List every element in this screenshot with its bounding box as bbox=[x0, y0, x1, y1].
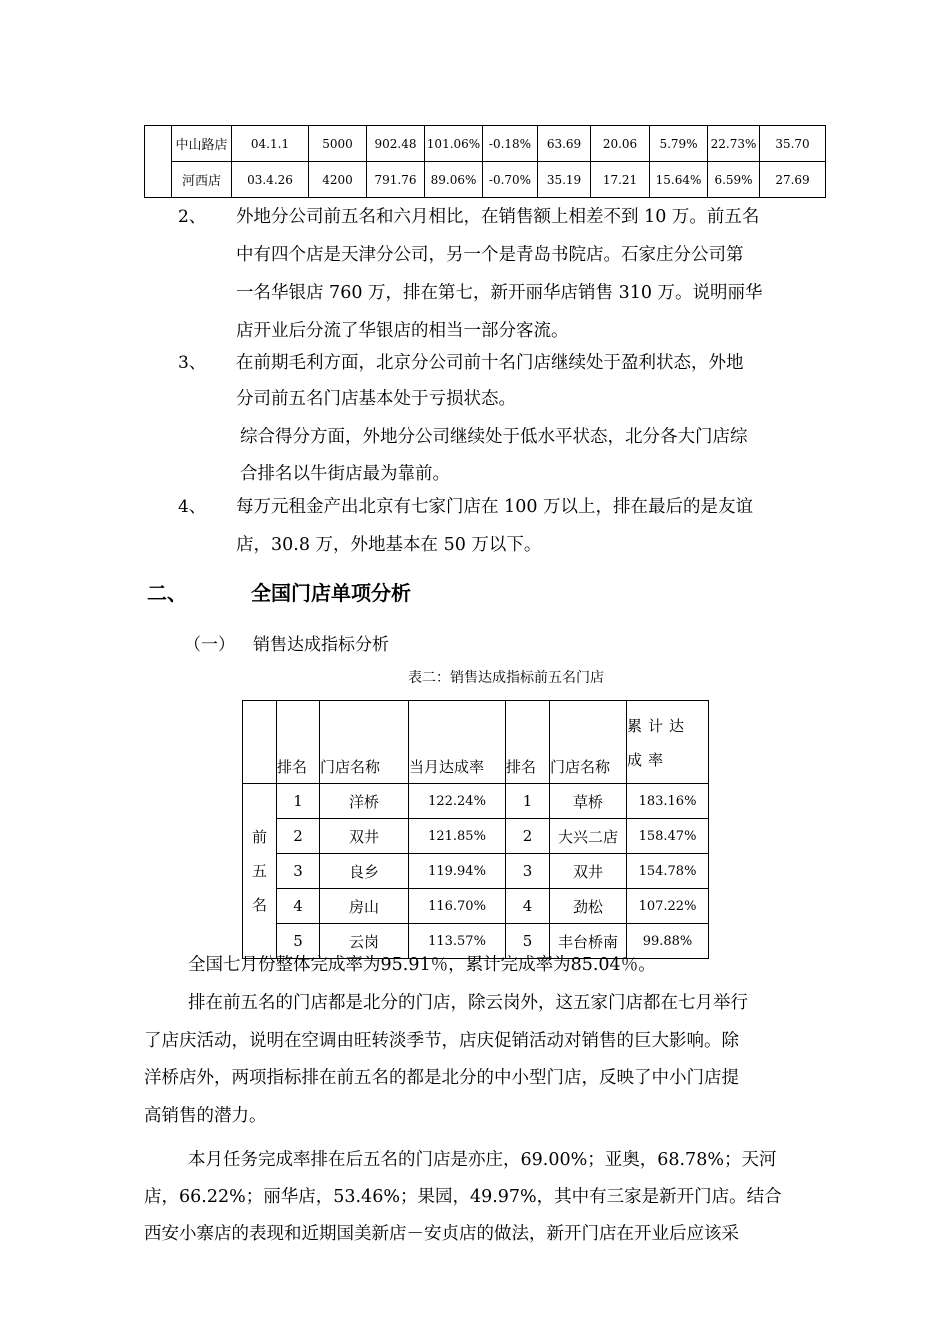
store-name-cell: 河西店 bbox=[172, 162, 232, 198]
list-item-line: 外地分公司前五名和六月相比，在销售额上相差不到 10 万。前五名 bbox=[236, 207, 760, 227]
list-item-line: 分司前五名门店基本处于亏损状态。 bbox=[236, 389, 516, 409]
table-cell: 云岗 bbox=[320, 924, 409, 959]
section-heading bbox=[147, 577, 411, 606]
table-cell: 791.76 bbox=[367, 162, 425, 198]
section-number: 二、 bbox=[147, 581, 187, 605]
header-cell: 排名 bbox=[506, 701, 550, 784]
store-metrics-table bbox=[144, 125, 826, 198]
list-number: 2、 bbox=[178, 207, 206, 227]
table-cell: 4 bbox=[277, 889, 320, 924]
table-cell: 良乡 bbox=[320, 854, 409, 889]
table-cell: 35.19 bbox=[538, 162, 591, 198]
paragraph-line: 排在前五名的门店都是北分的门店，除云岗外，这五家门店都在七月举行 bbox=[188, 993, 748, 1013]
side-label-char: 前 bbox=[251, 828, 267, 846]
subsection-title: 销售达成指标分析 bbox=[253, 635, 389, 655]
table-cell: 15.64% bbox=[650, 162, 708, 198]
table-cell: 03.4.26 bbox=[232, 162, 309, 198]
subsection-number: （一） bbox=[184, 635, 235, 655]
table-cell: 183.16% bbox=[627, 784, 709, 819]
table-cell: 丰台桥南 bbox=[550, 924, 627, 959]
table-cell: 洋桥 bbox=[320, 784, 409, 819]
table-cell: 902.48 bbox=[367, 126, 425, 162]
table-cell: 122.24% bbox=[409, 784, 506, 819]
merged-side-cell bbox=[145, 126, 172, 198]
table-cell: -0.70% bbox=[483, 162, 538, 198]
table-header-row bbox=[243, 701, 709, 784]
table-cell: -0.18% bbox=[483, 126, 538, 162]
table-cell: 107.22% bbox=[627, 889, 709, 924]
list-item-line: 合排名以牛街店最为靠前。 bbox=[240, 464, 450, 484]
side-label-char: 名 bbox=[251, 896, 267, 914]
list-item-line: 店，30.8 万，外地基本在 50 万以下。 bbox=[236, 535, 542, 555]
table-cell: 17.21 bbox=[591, 162, 650, 198]
subsection-heading bbox=[184, 630, 389, 655]
table-cell: 4200 bbox=[309, 162, 367, 198]
table-cell: 99.88% bbox=[627, 924, 709, 959]
header-cell bbox=[243, 701, 277, 784]
table-cell: 大兴二店 bbox=[550, 819, 627, 854]
header-cell: 门店名称 bbox=[320, 701, 409, 784]
store-name-cell: 中山路店 bbox=[172, 126, 232, 162]
table-cell: 双井 bbox=[550, 854, 627, 889]
table-cell: 6.59% bbox=[708, 162, 760, 198]
table-cell: 154.78% bbox=[627, 854, 709, 889]
table-cell: 20.06 bbox=[591, 126, 650, 162]
table-caption: 表二：销售达成指标前五名门店 bbox=[408, 670, 604, 686]
table-cell: 房山 bbox=[320, 889, 409, 924]
table-cell: 119.94% bbox=[409, 854, 506, 889]
list-item-line: 一名华银店 760 万，排在第七，新开丽华店销售 310 万。说明丽华 bbox=[236, 283, 763, 303]
side-label-cell bbox=[243, 784, 277, 959]
paragraph-line: 西安小寨店的表现和近期国美新店－安贞店的做法，新开门店在开业后应该采 bbox=[144, 1224, 739, 1244]
section-title: 全国门店单项分析 bbox=[251, 581, 411, 605]
table-cell: 116.70% bbox=[409, 889, 506, 924]
table-cell: 劲松 bbox=[550, 889, 627, 924]
table-row bbox=[145, 162, 826, 198]
table-row bbox=[243, 854, 709, 889]
table-cell: 2 bbox=[506, 819, 550, 854]
table-row bbox=[145, 126, 826, 162]
table-row bbox=[243, 889, 709, 924]
table-row bbox=[243, 784, 709, 819]
paragraph-line: 本月任务完成率排在后五名的门店是亦庄，69.00%；亚奥，68.78%；天河 bbox=[188, 1150, 777, 1170]
list-item-line: 综合得分方面，外地分公司继续处于低水平状态，北分各大门店综 bbox=[240, 427, 748, 447]
list-number: 4、 bbox=[178, 497, 206, 517]
table-cell: 158.47% bbox=[627, 819, 709, 854]
table-cell: 1 bbox=[506, 784, 550, 819]
paragraph-line: 店，66.22%；丽华店，53.46%；果园，49.97%，其中有三家是新开门店。结合 bbox=[144, 1187, 782, 1207]
paragraph-line: 高销售的潜力。 bbox=[144, 1106, 267, 1126]
list-item-line: 中有四个店是天津分公司，另一个是青岛书院店。石家庄分公司第 bbox=[236, 245, 744, 265]
sales-rank-table bbox=[242, 700, 709, 959]
header-cell: 当月达成率 bbox=[409, 701, 506, 784]
table-cell: 5 bbox=[506, 924, 550, 959]
header-cell: 门店名称 bbox=[550, 701, 627, 784]
table-cell: 89.06% bbox=[425, 162, 483, 198]
table-cell: 2 bbox=[277, 819, 320, 854]
table-cell: 35.70 bbox=[760, 126, 826, 162]
table-row bbox=[243, 819, 709, 854]
list-item-line: 店开业后分流了华银店的相当一部分客流。 bbox=[236, 321, 569, 341]
table-cell: 22.73% bbox=[708, 126, 760, 162]
table-cell: 3 bbox=[277, 854, 320, 889]
header-cell: 排名 bbox=[277, 701, 320, 784]
header-cell: 累计达成率 bbox=[627, 701, 709, 784]
list-item-line: 在前期毛利方面，北京分公司前十名门店继续处于盈利状态，外地 bbox=[236, 353, 744, 373]
table-cell: 63.69 bbox=[538, 126, 591, 162]
list-number: 3、 bbox=[178, 353, 206, 373]
table-cell: 双井 bbox=[320, 819, 409, 854]
paragraph-line: 了店庆活动，说明在空调由旺转淡季节，店庆促销活动对销售的巨大影响。除 bbox=[144, 1031, 739, 1051]
table-cell: 121.85% bbox=[409, 819, 506, 854]
side-label-char: 五 bbox=[251, 862, 267, 880]
table-cell: 草桥 bbox=[550, 784, 627, 819]
summary-line: 全国七月份整体完成率为95.91％，累计完成率为85.04％。 bbox=[188, 955, 656, 975]
table-cell: 3 bbox=[506, 854, 550, 889]
table-cell: 27.69 bbox=[760, 162, 826, 198]
paragraph-line: 洋桥店外，两项指标排在前五名的都是北分的中小型门店，反映了中小门店提 bbox=[144, 1068, 739, 1088]
table-cell: 4 bbox=[506, 889, 550, 924]
list-item-line: 每万元租金产出北京有七家门店在 100 万以上，排在最后的是友谊 bbox=[236, 497, 754, 517]
table-cell: 1 bbox=[277, 784, 320, 819]
table-cell: 5.79% bbox=[650, 126, 708, 162]
table-cell: 113.57% bbox=[409, 924, 506, 959]
table-cell: 5 bbox=[277, 924, 320, 959]
table-cell: 101.06% bbox=[425, 126, 483, 162]
table-cell: 04.1.1 bbox=[232, 126, 309, 162]
table-cell: 5000 bbox=[309, 126, 367, 162]
